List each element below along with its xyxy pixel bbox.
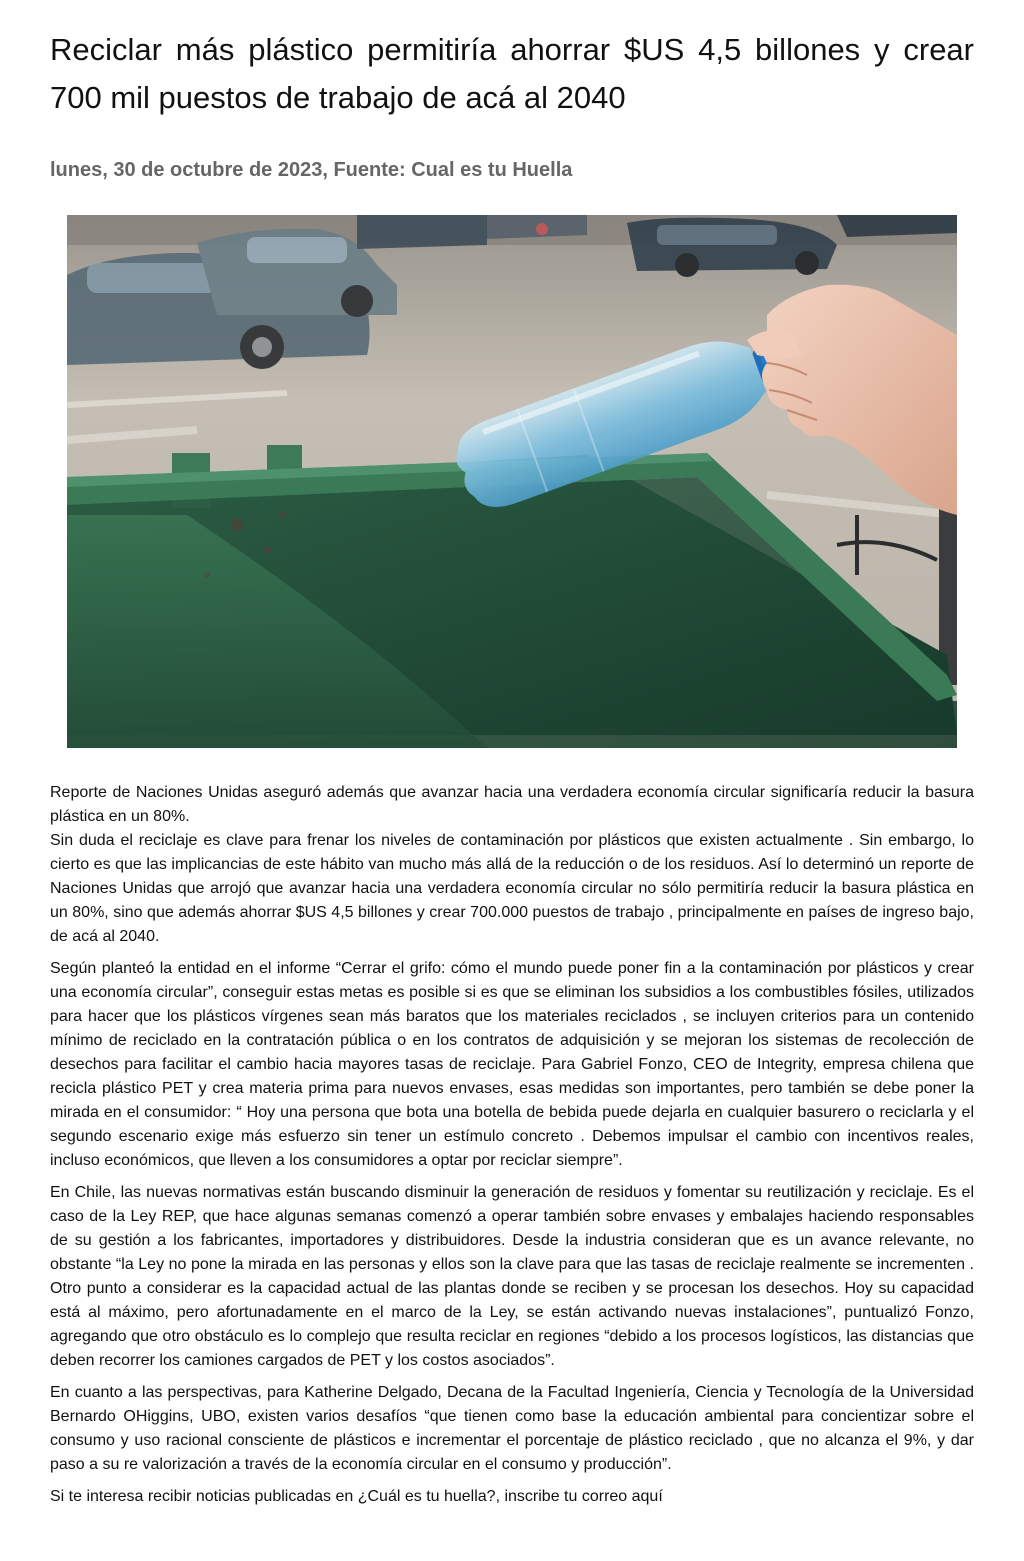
article-hero-image (67, 215, 957, 748)
article-paragraph: Según planteó la entidad en el informe “Cerrar el grifo: cómo el mundo puede poner fin a la contaminación por plásticos y crear una economía circular”, conseguir estas metas es posible si es que se eliminan los subsidios a los combustibles fósiles, utilizados para hacer que los plásticos vírgenes sean más baratos que los materiales reciclados , se incluyen criterios para un contenido mínimo de reciclado en la contratación pública o en los contratos de adquisición y se mejoran los sistemas de recolección de desechos para facilitar el cambio hacia mayores tasas de reciclaje. Para Gabriel Fonzo, CEO de Integrity, empresa chilena que recicla plástico PET y crea materia prima para nuevos envases, esas medidas son importantes, pero también se debe poner la mirada en el consumidor: “ Hoy una persona que bota una botella de bebida puede dejarla en cualquier basurero o reciclarla y el segundo escenario exige más esfuerzo sin tener un estímulo concreto . Debemos impulsar el cambio con incentivos reales, incluso económicos, que lleven a los consumidores a optar por reciclar siempre”. (50, 960, 974, 1169)
article-paragraph: En Chile, las nuevas normativas están buscando disminuir la generación de residuos y fomentar su reutilización y reciclaje. Es el caso de la Ley REP, que hace algunas semanas comenzó a operar también sobre envases y embalajes haciendo responsables de su gestión a los fabricantes, importadores y distribuidores. Desde la industria consideran que es un avance relevante, no obstante “la Ley no pone la mirada en las personas y ellos son la clave para que las tasas de reciclaje realmente se incrementen . Otro punto a considerar es la capacidad actual de las plantas donde se reciben y se procesan los desechos. Hoy su capacidad está al máximo, pero afortunadamente en el marco de la Ley, se están activando nuevas instalaciones”, puntualizó Fonzo, agregando que otro obstáculo es lo complejo que resulta reciclar en regiones “debido a los procesos logísticos, las distancias que deben recorrer los camiones cargados de PET y los costos asociados”. (50, 1184, 974, 1369)
article-body (50, 781, 974, 1509)
article-paragraph-lead: Reporte de Naciones Unidas aseguró además que avanzar hacia una verdadera economía circular significaría reducir la basura plástica en un 80%. (50, 784, 974, 825)
article-dateline: lunes, 30 de octubre de 2023, Fuente: Cual es tu Huella (50, 159, 573, 181)
article-paragraph: Sin duda el reciclaje es clave para frenar los niveles de contaminación por plásticos que existen actualmente . Sin embargo, lo cierto es que las implicancias de este hábito van mucho más allá de la reducción o de los residuos. Así lo determinó un reporte de Naciones Unidas que arrojó que avanzar hacia una verdadera economía circular no sólo permitiría reducir la basura plástica en un 80%, sino que además ahorrar $US 4,5 billones y crear 700.000 puestos de trabajo , principalmente en países de ingreso bajo, de acá al 2040. (50, 832, 974, 945)
hand-dropping-bottle-into-bin-photo (67, 215, 957, 748)
article-paragraph: En cuanto a las perspectivas, para Katherine Delgado, Decana de la Facultad Ingeniería, Ciencia y Tecnología de la Universidad Bernardo OHiggins, UBO, existen varios desafíos “que tienen como base la educación ambiental para concientizar sobre el consumo y uso racional consciente de plásticos e incrementar el porcentaje de plástico reciclado , que no alcanza el 9%, y dar paso a su re valorización a través de la economía circular en el consumo y producción”. (50, 1384, 974, 1473)
newsletter-signup-text: Si te interesa recibir noticias publicadas en ¿Cuál es tu huella?, inscribe tu correo aquí (50, 1488, 663, 1505)
article-title: Reciclar más plástico permitiría ahorrar $US 4,5 billones y crear 700 mil puestos de trabajo de acá al 2040 (50, 32, 974, 115)
